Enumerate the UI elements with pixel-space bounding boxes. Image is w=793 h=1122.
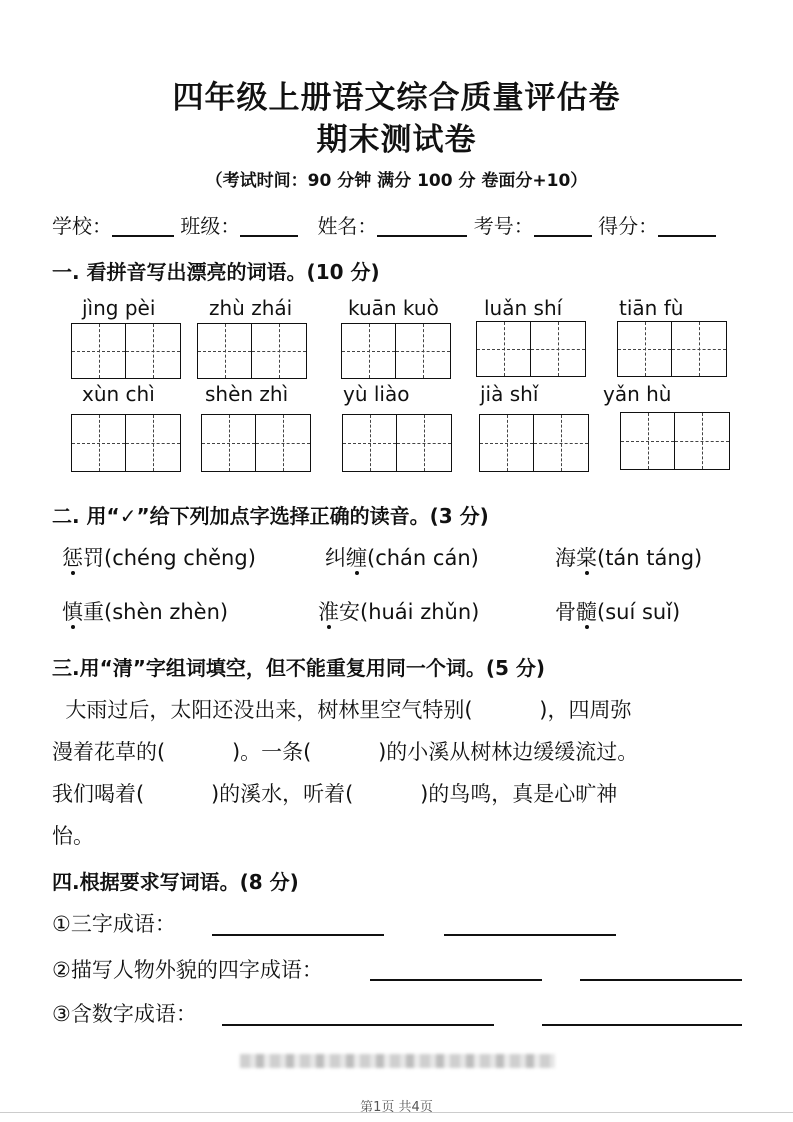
exam-title: 四年级上册语文综合质量评估卷: [172, 80, 621, 116]
student-info-line: [52, 210, 716, 239]
school-blank[interactable]: [112, 215, 174, 237]
pinyin-label: zhù zhái: [209, 296, 293, 320]
tianzige-box[interactable]: [479, 414, 589, 472]
idiom-prompt: ②描写人物外貌的四字成语：: [52, 958, 323, 982]
tianzige-box[interactable]: [341, 323, 451, 379]
pronunciation-item[interactable]: 淮安(huái zhǔn): [318, 600, 480, 624]
tianzige-box[interactable]: [342, 414, 452, 472]
answer-line[interactable]: [444, 934, 616, 936]
pronunciation-item[interactable]: 海棠(tán táng): [555, 546, 703, 570]
pronunciation-item[interactable]: 骨髓(suí suǐ): [555, 600, 681, 624]
dotted-character: 棠: [576, 546, 597, 570]
exam-subtitle-title: 期末测试卷: [316, 122, 477, 158]
tianzige-box[interactable]: [71, 414, 181, 472]
dotted-character: 惩: [62, 546, 83, 570]
tianzige-box[interactable]: [201, 414, 311, 472]
question-2-heading: 二. 用“✓”给下列加点字选择正确的读音。(3 分): [52, 504, 489, 528]
question-1-heading: 一. 看拼音写出漂亮的词语。(10 分): [52, 260, 380, 284]
page-number: 第1页 共4页: [360, 1100, 433, 1115]
pronunciation-item[interactable]: 惩罚(chéng chěng): [62, 546, 256, 570]
answer-line[interactable]: [222, 1024, 494, 1026]
school-label: 学校：: [52, 214, 112, 238]
pronunciation-item[interactable]: 慎重(shèn zhèn): [62, 600, 229, 624]
page-bottom-divider: [0, 1112, 793, 1113]
pronunciation-item[interactable]: 纠缠(chán cán): [325, 546, 479, 570]
pinyin-label: yù liào: [343, 382, 410, 406]
pinyin-label: kuān kuò: [348, 296, 439, 320]
score-blank[interactable]: [658, 215, 716, 237]
answer-line[interactable]: [542, 1024, 742, 1026]
answer-line[interactable]: [212, 934, 384, 936]
number-label: 考号：: [473, 214, 534, 238]
number-blank[interactable]: [534, 215, 592, 237]
answer-line[interactable]: [580, 979, 742, 981]
score-label: 得分：: [598, 214, 659, 238]
class-label: 班级：: [180, 214, 241, 238]
dotted-character: 缠: [346, 546, 367, 570]
tianzige-box[interactable]: [620, 412, 730, 470]
idiom-prompt: ①三字成语：: [52, 912, 176, 936]
fill-blank-line[interactable]: 漫着花草的( )。一条( )的小溪从树林边缓缓流过。: [52, 740, 639, 764]
tianzige-box[interactable]: [197, 323, 307, 379]
tianzige-box[interactable]: [71, 323, 181, 379]
dotted-character: 慎: [62, 600, 83, 624]
fill-blank-line: 怡。: [52, 824, 94, 848]
answer-line[interactable]: [370, 979, 542, 981]
question-3-heading: 三.用“清”字组词填空，但不能重复用同一个词。(5 分): [52, 656, 546, 680]
question-4-heading: 四.根据要求写词语。(8 分): [52, 870, 299, 894]
exam-info-note: （考试时间：90 分钟 满分 100 分 卷面分+10）: [205, 171, 588, 191]
fill-blank-line[interactable]: 大雨过后，太阳还没出来，树林里空气特别( )，四周弥: [52, 698, 632, 722]
dotted-character: 髓: [576, 600, 597, 624]
pinyin-label: jìng pèi: [82, 296, 156, 320]
blurred-watermark: [240, 1054, 555, 1068]
class-blank[interactable]: [240, 215, 298, 237]
pinyin-label: shèn zhì: [205, 382, 289, 406]
pinyin-label: yǎn hù: [603, 382, 672, 406]
idiom-prompt: ③含数字成语：: [52, 1002, 197, 1026]
tianzige-box[interactable]: [617, 321, 727, 377]
pinyin-label: xùn chì: [82, 382, 155, 406]
pinyin-label: tiān fù: [619, 296, 684, 320]
name-label: 姓名：: [317, 214, 378, 238]
pinyin-label: jià shǐ: [480, 382, 539, 406]
dotted-character: 淮: [318, 600, 339, 624]
tianzige-box[interactable]: [476, 321, 586, 377]
fill-blank-line[interactable]: 我们喝着( )的溪水，听着( )的鸟鸣，真是心旷神: [52, 782, 618, 806]
name-blank[interactable]: [377, 215, 467, 237]
pinyin-label: luǎn shí: [484, 296, 563, 320]
